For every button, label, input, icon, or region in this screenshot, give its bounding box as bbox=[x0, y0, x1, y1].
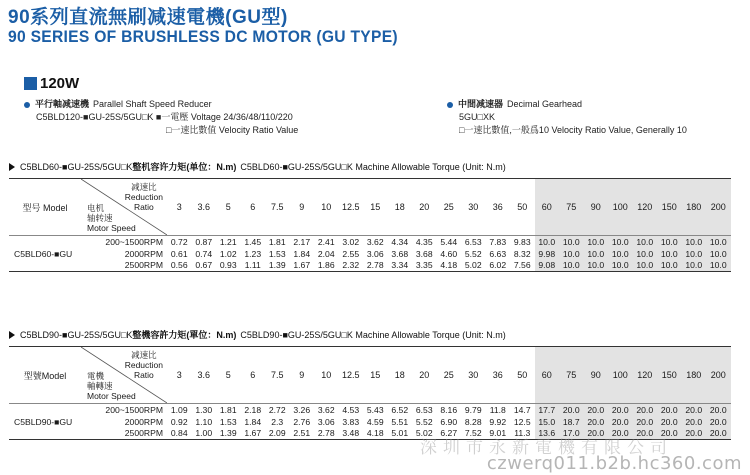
torque-value-cell: 10.0 bbox=[682, 236, 707, 248]
ratio-header-cell: 25 bbox=[437, 179, 462, 236]
torque-value-cell: 15.0 bbox=[535, 416, 560, 428]
watermark: czwerq011.b2b.hc360.com bbox=[486, 453, 742, 474]
ratio-header-cell: 200 bbox=[706, 179, 731, 236]
torque-value-cell: 2.18 bbox=[241, 404, 266, 416]
table-row bbox=[9, 248, 731, 260]
ratio-header-cell: 120 bbox=[633, 179, 658, 236]
torque-value-cell: 8.32 bbox=[513, 248, 531, 259]
ratio-header-cell: 200 bbox=[706, 347, 731, 404]
bullet-dot-icon bbox=[447, 102, 453, 108]
torque-value-cell: 6.63 bbox=[489, 248, 507, 259]
torque-value-cell: 10.0 bbox=[657, 260, 682, 272]
torque-value-cell: 4.34 bbox=[388, 236, 413, 248]
parallel-shaft-block bbox=[24, 98, 298, 137]
torque-value-cell: 11.8 bbox=[486, 404, 511, 416]
torque-value-cell: 1.67 bbox=[290, 260, 315, 272]
torque-value-cell: 12.5 bbox=[513, 416, 531, 427]
ratio-header-cell: 25 bbox=[437, 347, 462, 404]
ratio-header-cell: 10 bbox=[314, 179, 339, 236]
torque-value-cell: 0.92 bbox=[170, 416, 188, 427]
decimal-gearhead-heading-cn: 中間减速器 bbox=[458, 99, 504, 109]
torque-value-cell: 20.0 bbox=[657, 416, 682, 428]
square-bullet-icon bbox=[24, 77, 37, 90]
torque-value-cell: 1.81 bbox=[265, 236, 290, 248]
torque-value-cell: 10.0 bbox=[633, 236, 658, 248]
diagonal-header-cell bbox=[81, 179, 167, 236]
table-title-cn: 整机容许力矩(单位：N.m) bbox=[132, 162, 237, 172]
torque-value-cell: 20.0 bbox=[584, 428, 609, 440]
torque-value-cell: 20.0 bbox=[657, 428, 682, 440]
torque-value-cell: 20.0 bbox=[706, 428, 731, 440]
torque-value-cell: 2.17 bbox=[290, 236, 315, 248]
torque-value-cell: 5.44 bbox=[437, 236, 462, 248]
torque-value-cell: 6.02 bbox=[486, 260, 511, 272]
torque-value-cell: 1.81 bbox=[216, 404, 241, 416]
torque-value-cell: 2.51 bbox=[290, 428, 315, 440]
ratio-header-cell: 90 bbox=[584, 347, 609, 404]
ratio-header-cell: 18 bbox=[388, 179, 413, 236]
ratio-header-cell: 20 bbox=[412, 179, 437, 236]
ratio-header-cell: 15 bbox=[363, 179, 388, 236]
motor-label-cn: 電機 bbox=[87, 371, 105, 381]
ratio-header-cell: 18 bbox=[388, 347, 413, 404]
table-row bbox=[9, 260, 731, 272]
ratio-header-cell: 36 bbox=[486, 179, 511, 236]
triangle-bullet-icon bbox=[9, 163, 15, 171]
torque-value-cell: 2.3 bbox=[271, 416, 284, 427]
ratio-header-cell: 12.5 bbox=[339, 179, 364, 236]
table-header-row bbox=[9, 347, 731, 404]
parallel-shaft-heading-cn: 平行軸减速機 bbox=[35, 99, 90, 109]
torque-value-cell: 20.0 bbox=[584, 404, 609, 416]
torque-value-cell: 10.0 bbox=[584, 236, 609, 248]
table-title bbox=[9, 328, 506, 341]
torque-value-cell: 20.0 bbox=[633, 416, 658, 428]
torque-value-cell: 3.26 bbox=[290, 404, 315, 416]
torque-value-cell: 10.0 bbox=[706, 260, 731, 272]
ratio-header-cell: 3 bbox=[167, 179, 192, 236]
torque-value-cell: 1.21 bbox=[216, 236, 241, 248]
model-header: 型号 Model bbox=[22, 202, 68, 213]
torque-value-cell: 5.52 bbox=[464, 248, 482, 259]
model-cell: C5BLD60-■GU bbox=[9, 236, 81, 272]
ratio-header-cell: 75 bbox=[559, 179, 584, 236]
torque-value-cell: 20.0 bbox=[584, 416, 609, 428]
torque-value-cell: 1.23 bbox=[244, 248, 262, 259]
torque-value-cell: 0.72 bbox=[167, 236, 192, 248]
decimal-gearhead-block bbox=[447, 98, 687, 137]
torque-value-cell: 2.32 bbox=[339, 260, 364, 272]
torque-value-cell: 0.61 bbox=[170, 248, 188, 259]
torque-value-cell: 0.56 bbox=[167, 260, 192, 272]
torque-value-cell: 20.0 bbox=[682, 416, 707, 428]
torque-value-cell: 1.11 bbox=[241, 260, 266, 272]
torque-value-cell: 10.0 bbox=[706, 248, 731, 260]
torque-value-cell: 5.02 bbox=[412, 428, 437, 440]
ratio-header-cell: 150 bbox=[657, 179, 682, 236]
torque-value-cell: 9.83 bbox=[510, 236, 535, 248]
torque-value-cell: 10.0 bbox=[633, 248, 658, 260]
torque-value-cell: 2.09 bbox=[265, 428, 290, 440]
power-value: 120W bbox=[40, 75, 80, 92]
power-label bbox=[24, 75, 79, 92]
motor-speed-label bbox=[87, 203, 136, 233]
torque-value-cell: 10.0 bbox=[657, 236, 682, 248]
decimal-gearhead-model-line: 5GU□XK bbox=[459, 112, 495, 122]
torque-value-cell: 6.90 bbox=[440, 416, 458, 427]
torque-value-cell: 6.52 bbox=[388, 404, 413, 416]
torque-value-cell: 1.02 bbox=[219, 248, 237, 259]
motor-speed-cell: 200~1500RPM bbox=[81, 236, 167, 248]
torque-value-cell: 20.0 bbox=[706, 404, 731, 416]
motor-speed-cell: 2500RPM bbox=[81, 428, 167, 440]
triangle-bullet-icon bbox=[9, 331, 15, 339]
torque-value-cell: 2.41 bbox=[314, 236, 339, 248]
shaft-speed-label-cn: 軸轉速 bbox=[87, 381, 113, 391]
torque-value-cell: 20.0 bbox=[608, 416, 633, 428]
torque-value-cell: 10.0 bbox=[559, 236, 584, 248]
torque-value-cell: 3.68 bbox=[391, 248, 409, 259]
motor-speed-label-en: Motor Speed bbox=[87, 391, 136, 401]
ratio-header-cell: 100 bbox=[608, 179, 633, 236]
torque-value-cell: 1.84 bbox=[293, 248, 311, 259]
ratio-header-cell: 180 bbox=[682, 179, 707, 236]
table-row bbox=[9, 236, 731, 248]
ratio-header-cell: 20 bbox=[412, 347, 437, 404]
torque-value-cell: 6.53 bbox=[461, 236, 486, 248]
torque-value-cell: 1.53 bbox=[219, 416, 237, 427]
torque-value-cell: 2.78 bbox=[314, 428, 339, 440]
parallel-shaft-ratio-line: □一速比數值 Velocity Ratio Value bbox=[166, 125, 299, 135]
torque-value-cell: 10.0 bbox=[584, 248, 609, 260]
ratio-header-cell: 15 bbox=[363, 347, 388, 404]
torque-value-cell: 1.67 bbox=[241, 428, 266, 440]
ratio-header-cell: 3.6 bbox=[192, 179, 217, 236]
torque-value-cell: 5.43 bbox=[363, 404, 388, 416]
torque-value-cell: 1.00 bbox=[192, 428, 217, 440]
torque-value-cell: 10.0 bbox=[633, 260, 658, 272]
ratio-header-cell: 5 bbox=[216, 179, 241, 236]
ratio-header-cell: 30 bbox=[461, 347, 486, 404]
ratio-header-cell: 50 bbox=[510, 179, 535, 236]
table-row bbox=[9, 416, 731, 428]
torque-value-cell: 0.84 bbox=[167, 428, 192, 440]
ratio-header-cell: 30 bbox=[461, 179, 486, 236]
torque-value-cell: 1.45 bbox=[241, 236, 266, 248]
torque-value-cell: 5.01 bbox=[388, 428, 413, 440]
torque-value-cell: 10.0 bbox=[608, 248, 633, 260]
torque-value-cell: 3.34 bbox=[388, 260, 413, 272]
shaft-speed-label-cn: 轴转速 bbox=[87, 213, 113, 223]
torque-value-cell: 1.30 bbox=[192, 404, 217, 416]
torque-value-cell: 3.06 bbox=[317, 416, 335, 427]
torque-value-cell: 9.79 bbox=[461, 404, 486, 416]
torque-value-cell: 1.86 bbox=[314, 260, 339, 272]
torque-value-cell: 10.0 bbox=[584, 260, 609, 272]
torque-value-cell: 20.0 bbox=[633, 428, 658, 440]
diagonal-header-cell bbox=[81, 347, 167, 404]
torque-value-cell: 8.16 bbox=[437, 404, 462, 416]
ratio-header-cell: 9 bbox=[290, 347, 315, 404]
torque-value-cell: 4.18 bbox=[437, 260, 462, 272]
motor-speed-label bbox=[87, 371, 136, 401]
torque-value-cell: 2.55 bbox=[342, 248, 360, 259]
torque-value-cell: 0.67 bbox=[192, 260, 217, 272]
torque-value-cell: 20.0 bbox=[706, 416, 731, 428]
torque-value-cell: 20.0 bbox=[559, 404, 584, 416]
torque-value-cell: 1.39 bbox=[265, 260, 290, 272]
torque-value-cell: 3.02 bbox=[339, 236, 364, 248]
bullet-dot-icon bbox=[24, 102, 30, 108]
torque-value-cell: 0.74 bbox=[195, 248, 213, 259]
torque-value-cell: 7.83 bbox=[486, 236, 511, 248]
torque-value-cell: 11.3 bbox=[510, 428, 535, 440]
torque-value-cell: 10.0 bbox=[682, 248, 707, 260]
torque-value-cell: 4.60 bbox=[440, 248, 458, 259]
table-row bbox=[9, 404, 731, 416]
torque-value-cell: 18.7 bbox=[559, 416, 584, 428]
torque-value-cell: 5.02 bbox=[461, 260, 486, 272]
torque-value-cell: 10.0 bbox=[559, 248, 584, 260]
torque-value-cell: 10.0 bbox=[682, 260, 707, 272]
decimal-gearhead-ratio-line: □一速比數值,一般爲10 Velocity Ratio Value, Generally 10 bbox=[459, 125, 687, 135]
ratio-label-en: Ratio bbox=[133, 202, 154, 212]
torque-value-cell: 20.0 bbox=[657, 404, 682, 416]
table-header-row bbox=[9, 179, 731, 236]
torque-value-cell: 9.08 bbox=[535, 260, 560, 272]
ratio-header-cell: 50 bbox=[510, 347, 535, 404]
table-title bbox=[9, 160, 506, 173]
motor-speed-cell: 2000RPM bbox=[124, 248, 163, 259]
ratio-header-cell: 12.5 bbox=[339, 347, 364, 404]
torque-value-cell: 9.01 bbox=[486, 428, 511, 440]
torque-value-cell: 1.53 bbox=[268, 248, 286, 259]
torque-value-cell: 10.0 bbox=[706, 236, 731, 248]
ratio-header-cell: 3.6 bbox=[192, 347, 217, 404]
torque-value-cell: 7.56 bbox=[510, 260, 535, 272]
torque-value-cell: 0.87 bbox=[192, 236, 217, 248]
ratio-header-cell: 36 bbox=[486, 347, 511, 404]
ratio-header-cell: 9 bbox=[290, 179, 315, 236]
torque-value-cell: 20.0 bbox=[608, 428, 633, 440]
torque-value-cell: 20.0 bbox=[633, 404, 658, 416]
torque-value-cell: 4.35 bbox=[412, 236, 437, 248]
torque-value-cell: 7.52 bbox=[461, 428, 486, 440]
torque-value-cell: 2.04 bbox=[317, 248, 335, 259]
torque-value-cell: 10.0 bbox=[608, 260, 633, 272]
motor-speed-cell: 2500RPM bbox=[81, 260, 167, 272]
ratio-header-cell: 60 bbox=[535, 179, 560, 236]
page-title-cn: 90系列直流無刷减速電機(GU型) bbox=[8, 7, 288, 28]
torque-value-cell: 10.0 bbox=[608, 236, 633, 248]
torque-value-cell: 3.83 bbox=[342, 416, 360, 427]
torque-value-cell: 1.84 bbox=[244, 416, 262, 427]
torque-value-cell: 1.09 bbox=[167, 404, 192, 416]
torque-value-cell: 20.0 bbox=[682, 404, 707, 416]
page-title-en: 90 SERIES OF BRUSHLESS DC MOTOR (GU TYPE) bbox=[8, 27, 398, 46]
table-title-en: C5BLD90-■GU-25S/5GU□K Machine Allowable Torque (Unit: N.m) bbox=[240, 329, 506, 340]
torque-value-cell: 4.59 bbox=[366, 416, 384, 427]
torque-value-cell: 10.0 bbox=[657, 248, 682, 260]
torque-value-cell: 4.53 bbox=[339, 404, 364, 416]
watermark-cn: 深圳市永新電機有限公司 bbox=[420, 438, 673, 457]
torque-value-cell: 13.6 bbox=[535, 428, 560, 440]
motor-speed-cell: 2000RPM bbox=[124, 416, 163, 427]
torque-value-cell: 3.48 bbox=[339, 428, 364, 440]
torque-value-cell: 14.7 bbox=[510, 404, 535, 416]
torque-value-cell: 9.92 bbox=[489, 416, 507, 427]
torque-value-cell: 6.53 bbox=[412, 404, 437, 416]
ratio-header-cell: 100 bbox=[608, 347, 633, 404]
torque-value-cell: 17.7 bbox=[535, 404, 560, 416]
torque-value-cell: 3.62 bbox=[363, 236, 388, 248]
torque-value-cell: 8.28 bbox=[464, 416, 482, 427]
torque-value-cell: 1.10 bbox=[195, 416, 213, 427]
ratio-header-cell: 75 bbox=[559, 347, 584, 404]
motor-label-cn: 电机 bbox=[87, 203, 105, 213]
torque-value-cell: 0.93 bbox=[216, 260, 241, 272]
ratio-header-cell: 150 bbox=[657, 347, 682, 404]
model-cell: C5BLD90-■GU bbox=[9, 404, 81, 440]
torque-value-cell: 5.52 bbox=[415, 416, 433, 427]
ratio-header-cell: 90 bbox=[584, 179, 609, 236]
torque-table bbox=[9, 346, 731, 440]
table-title-model: C5BLD90-■GU-25S/5GU□K bbox=[20, 329, 133, 340]
torque-value-cell: 10.0 bbox=[535, 236, 560, 248]
ratio-header-cell: 10 bbox=[314, 347, 339, 404]
motor-speed-label-en: Motor Speed bbox=[87, 223, 136, 233]
ratio-header-cell: 6 bbox=[241, 347, 266, 404]
parallel-shaft-model-line: C5BLD120-■GU-25S/5GU□K ■一電壓 Voltage 24/36/48/110/220 bbox=[36, 112, 293, 122]
reduction-label-cn: 减速比 bbox=[131, 350, 157, 360]
reduction-label-en: Reduction bbox=[124, 192, 163, 202]
reduction-label-en: Reduction bbox=[124, 360, 163, 370]
motor-speed-cell: 200~1500RPM bbox=[81, 404, 167, 416]
torque-value-cell: 3.62 bbox=[314, 404, 339, 416]
torque-value-cell: 17.0 bbox=[559, 428, 584, 440]
ratio-header-cell: 3 bbox=[167, 347, 192, 404]
torque-value-cell: 6.27 bbox=[437, 428, 462, 440]
torque-value-cell: 1.39 bbox=[216, 428, 241, 440]
torque-value-cell: 5.51 bbox=[391, 416, 409, 427]
torque-value-cell: 9.98 bbox=[535, 248, 560, 260]
reduction-label-cn: 减速比 bbox=[131, 182, 157, 192]
ratio-label-en: Ratio bbox=[133, 370, 154, 380]
ratio-header-cell: 7.5 bbox=[265, 179, 290, 236]
torque-value-cell: 3.35 bbox=[412, 260, 437, 272]
ratio-header-cell: 6 bbox=[241, 179, 266, 236]
torque-value-cell: 20.0 bbox=[608, 404, 633, 416]
torque-table bbox=[9, 178, 731, 272]
table-title-cn: 整機容許力矩(單位：N.m) bbox=[132, 330, 237, 340]
table-title-model: C5BLD60-■GU-25S/5GU□K bbox=[20, 161, 133, 172]
torque-value-cell: 2.76 bbox=[293, 416, 311, 427]
torque-value-cell: 4.18 bbox=[363, 428, 388, 440]
torque-value-cell: 10.0 bbox=[559, 260, 584, 272]
model-header: 型號Model bbox=[23, 370, 67, 381]
ratio-header-cell: 180 bbox=[682, 347, 707, 404]
torque-value-cell: 20.0 bbox=[682, 428, 707, 440]
table-title-en: C5BLD60-■GU-25S/5GU□K Machine Allowable Torque (Unit: N.m) bbox=[240, 161, 506, 172]
torque-value-cell: 3.06 bbox=[366, 248, 384, 259]
parallel-shaft-heading-en: Parallel Shaft Speed Reducer bbox=[93, 99, 212, 109]
torque-value-cell: 3.68 bbox=[415, 248, 433, 259]
ratio-header-cell: 60 bbox=[535, 347, 560, 404]
decimal-gearhead-heading-en: Decimal Gearhead bbox=[507, 99, 583, 109]
ratio-header-cell: 5 bbox=[216, 347, 241, 404]
torque-value-cell: 2.72 bbox=[265, 404, 290, 416]
torque-value-cell: 2.78 bbox=[363, 260, 388, 272]
ratio-header-cell: 7.5 bbox=[265, 347, 290, 404]
ratio-header-cell: 120 bbox=[633, 347, 658, 404]
